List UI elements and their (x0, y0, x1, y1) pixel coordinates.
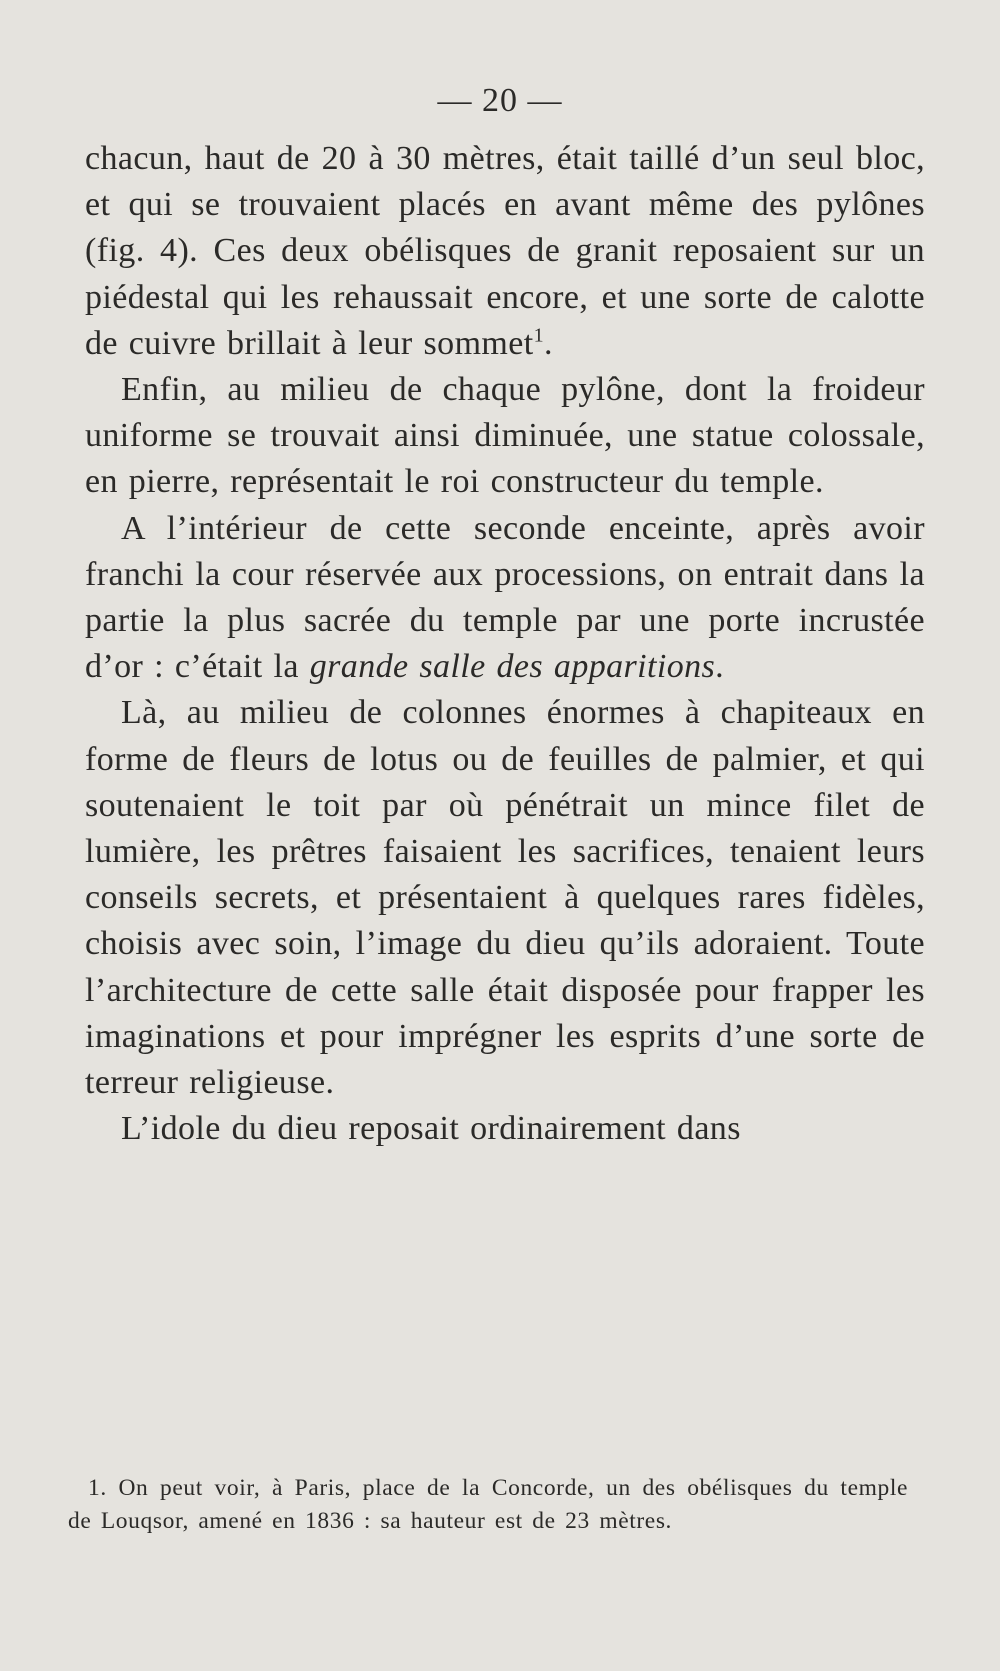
paragraph-3-italic: grande salle des apparitions (309, 648, 716, 686)
main-text (85, 136, 925, 1152)
paragraph-4: Là, au milieu de colonnes énormes à chapiteaux en forme de fleurs de lotus ou de feuilles de palmier, et qui soutenaient le toit par où pénétrait un mince filet de lumière, les prêtres faisaient les sacrifices, tenaient leurs conseils secrets, et présentaient à quelques rares fidèles, choisis avec soin, l’image du dieu qu’ils adoraient. Toute l’architecture de cette salle était disposée pour frapper les imaginations et pour imprégner les esprits d’une sorte de terreur religieuse. (85, 694, 925, 1102)
paragraph-1-text: chacun, haut de 20 à 30 mètres, était taillé d’un seul bloc, et qui se trouvaient placés en avant même des pylônes (fig. 4). Ces deux obélisques de granit reposaient sur un piédestal qui les rehaussait encore, et une sorte de calotte de cuivre brillait à leur sommet (85, 140, 925, 362)
paragraph-2: Enfin, au milieu de chaque pylône, dont la froideur uniforme se trouvait ainsi diminuée, une statue colossale, en pierre, représentait le roi constructeur du temple. (85, 371, 925, 501)
footnote-text: 1. On peut voir, à Paris, place de la Concorde, un des obélisques du temple de Louqsor, amené en 1836 : sa hauteur est de 23 mètres. (68, 1475, 908, 1534)
footnote (68, 1472, 908, 1538)
page-number: — 20 — (437, 82, 563, 119)
paragraph-3 (85, 506, 925, 691)
paragraph-3-end: . (715, 648, 725, 686)
paragraph-1-end: . (544, 324, 553, 362)
paragraph-1 (85, 136, 925, 367)
paragraph-5: L’idole du dieu reposait ordinairement dans (121, 1110, 741, 1148)
footnote-reference: 1 (533, 324, 545, 347)
paragraph-3-text: A l’intérieur de cette seconde enceinte, après avoir franchi la cour réservée aux processions, on entrait dans la partie la plus sacrée du temple par une porte incrustée d’or : c’était la (85, 509, 925, 686)
